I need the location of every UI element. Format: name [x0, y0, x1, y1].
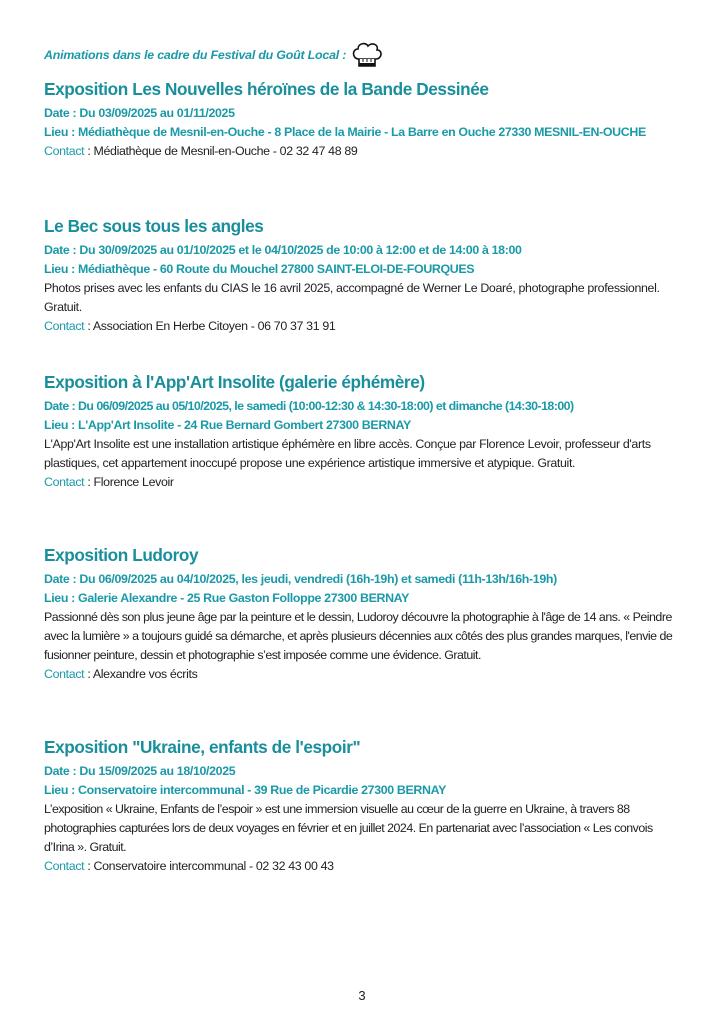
chef-hat-icon [350, 40, 384, 70]
page-number: 3 [358, 988, 366, 1003]
contact-label: Contact [44, 144, 85, 158]
festival-intro [44, 40, 384, 70]
event-location: Lieu : Galerie Alexandre - 25 Rue Gaston Folloppe 27300 BERNAY [44, 591, 410, 605]
event-date: Date : Du 30/09/2025 au 01/10/2025 et le 04/10/2025 de 10:00 à 12:00 et de 14:00 à 18:00 [44, 243, 522, 257]
contact-label: Contact [44, 859, 85, 873]
event-date: Date : Du 06/09/2025 au 04/10/2025, les jeudi, vendredi (16h-19h) et samedi (11h-13h/16h-19h) [44, 572, 557, 586]
event-date: Date : Du 15/09/2025 au 18/10/2025 [44, 764, 236, 778]
event-title: Le Bec sous tous les angles [44, 216, 264, 236]
event-location: Lieu : Médiathèque - 60 Route du Mouchel 27800 SAINT-ELOI-DE-FOURQUES [44, 262, 475, 276]
event-block [44, 77, 684, 161]
event-date: Date : Du 06/09/2025 au 05/10/2025, le samedi (10:00-12:30 & 14:30-18:00) et dimanche (14:30-18:00) [44, 399, 574, 413]
event-description: L’exposition « Ukraine, Enfants de l’espoir » est une immersion visuelle au cœur de la guerre en Ukraine, à travers 88 photographies capturées lors de deux voyages en février et en juillet 2024. En partenariat avec l’association « Les convois d’Irina ». Gratuit. [44, 802, 653, 854]
event-description: Passionné dès son plus jeune âge par la peinture et le dessin, Ludoroy découvre la photographie à l'âge de 14 ans. « Peindre avec la lumière » a toujours guidé sa démarche, et après plusieurs décennies aux côtés des plus grandes marques, l'envie de fusionner peinture, dessin et photographie s’est imposée comme une évidence. Gratuit. [44, 610, 673, 662]
event-block [44, 370, 684, 492]
contact-value: : Médiathèque de Mesnil-en-Ouche - 02 32 47 48 89 [84, 144, 358, 158]
event-title: Exposition "Ukraine, enfants de l'espoir" [44, 737, 361, 757]
event-contact [44, 857, 684, 876]
event-block [44, 214, 684, 336]
event-title: Exposition Les Nouvelles héroïnes de la Bande Dessinée [44, 79, 489, 99]
contact-label: Contact [44, 667, 85, 681]
event-contact [44, 473, 684, 492]
event-contact [44, 142, 684, 161]
contact-value: : Conservatoire intercommunal - 02 32 43 00 43 [84, 859, 334, 873]
event-title: Exposition Ludoroy [44, 545, 199, 565]
event-date: Date : Du 03/09/2025 au 01/11/2025 [44, 106, 235, 120]
event-description: L'App'Art Insolite est une installation artistique éphémère en libre accès. Conçue par Florence Levoir, professeur d'arts plastiques, cet appartement inoccupé propose une expérience artistique immersive et atypique. Gratuit. [44, 437, 651, 470]
event-location: Lieu : Conservatoire intercommunal - 39 Rue de Picardie 27300 BERNAY [44, 783, 446, 797]
contact-label: Contact [44, 319, 85, 333]
event-contact [44, 665, 684, 684]
intro-text: Animations dans le cadre du Festival du Goût Local : [44, 48, 347, 62]
event-description: Photos prises avec les enfants du CIAS le 16 avril 2025, accompagné de Werner Le Doaré, photographe professionnel. Gratuit. [44, 281, 660, 314]
event-title: Exposition à l'App'Art Insolite (galerie éphémère) [44, 372, 425, 392]
contact-value: : Alexandre vos écrits [84, 667, 198, 681]
event-block [44, 543, 684, 684]
contact-value: : Florence Levoir [84, 475, 174, 489]
event-location: Lieu : Médiathèque de Mesnil-en-Ouche - 8 Place de la Mairie - La Barre en Ouche 27330 MESNIL-EN-OUCHE [44, 125, 646, 139]
contact-label: Contact [44, 475, 85, 489]
event-contact [44, 317, 684, 336]
event-location: Lieu : L'App'Art Insolite - 24 Rue Bernard Gombert 27300 BERNAY [44, 418, 411, 432]
event-block [44, 735, 684, 876]
contact-value: : Association En Herbe Citoyen - 06 70 37 31 91 [84, 319, 336, 333]
